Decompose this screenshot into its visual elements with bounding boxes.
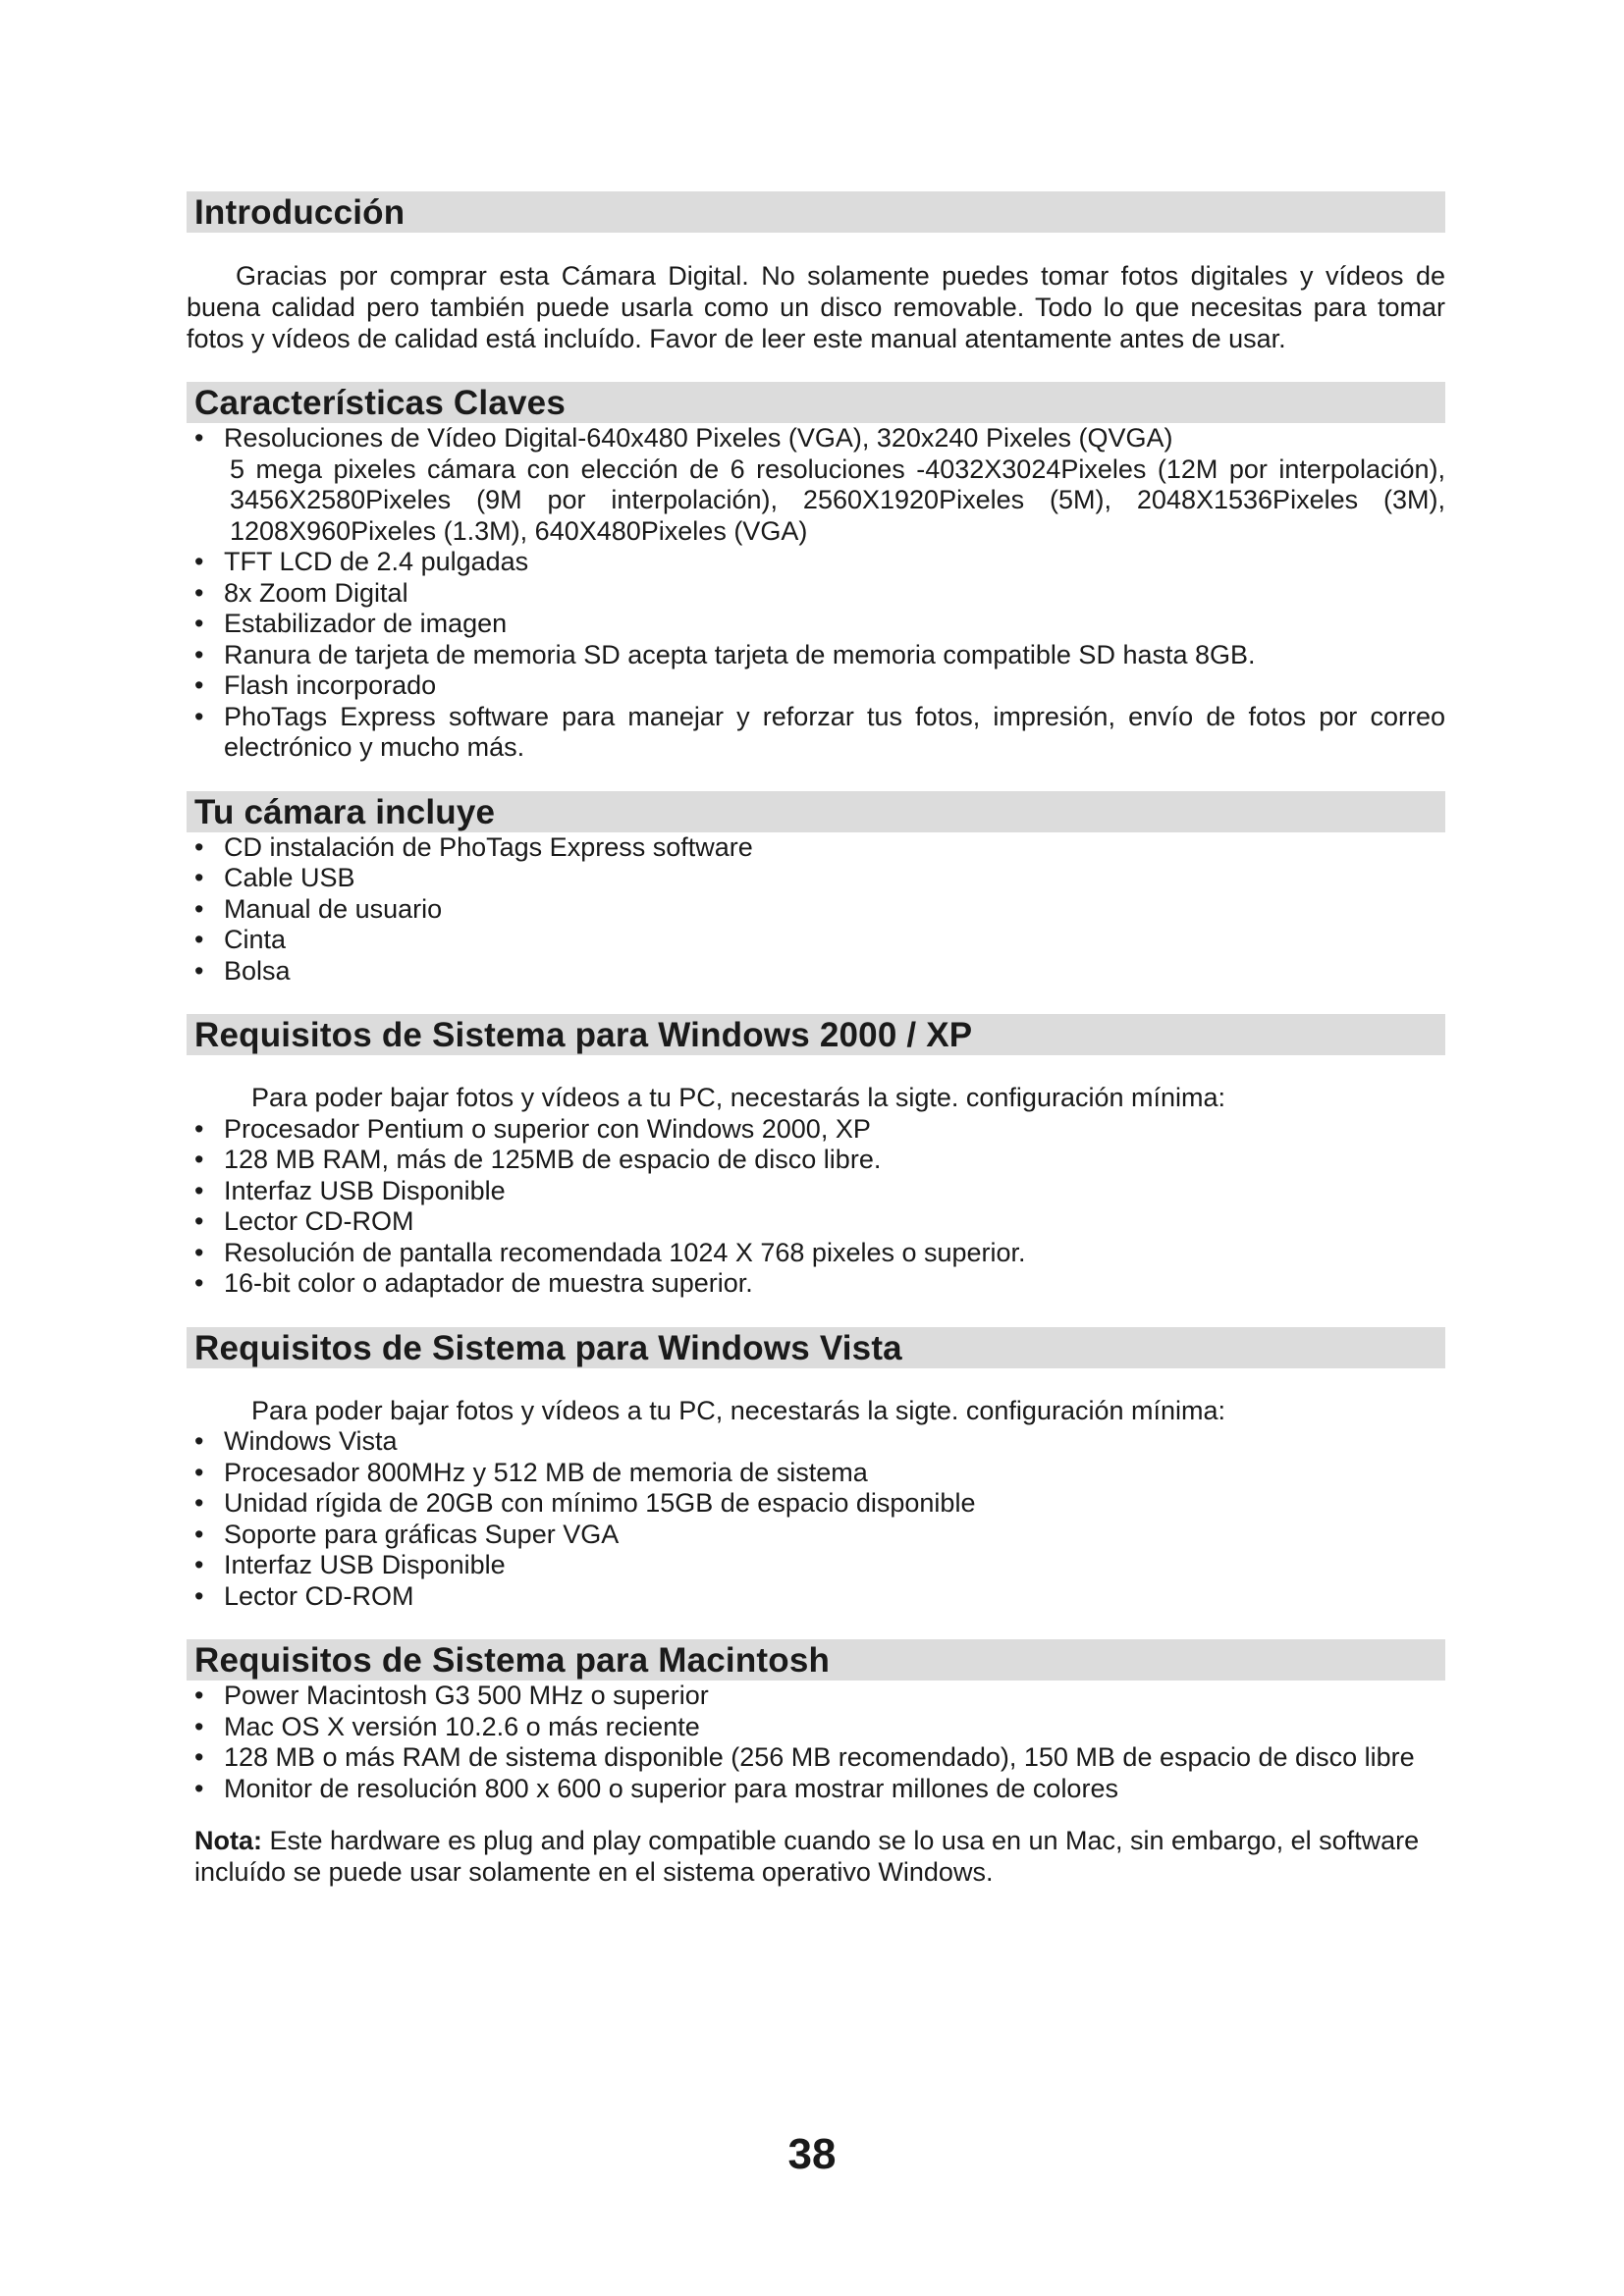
list-item: • TFT LCD de 2.4 pulgadas <box>187 547 1445 578</box>
list-item: • PhoTags Express software para manejar y reforzar tus fotos, impresión, envío de fotos por correo electrónico y mucho más. <box>187 702 1445 764</box>
list-item-text: Resoluciones de Vídeo Digital-640x480 Pixeles (VGA), 320x240 Pixeles (QVGA) <box>224 423 1173 453</box>
note-text: Este hardware es plug and play compatible cuando se lo usa en un Mac, sin embargo, el software incluído se puede usar solamente en el sistema operativo Windows. <box>194 1826 1420 1887</box>
list-item: • Bolsa <box>187 956 1445 988</box>
list-item: • Flash incorporado <box>187 670 1445 702</box>
list-item: • Ranura de tarjeta de memoria SD acepta tarjeta de memoria compatible SD hasta 8GB. <box>187 640 1445 671</box>
mac-list <box>187 1681 1445 1804</box>
list-item: • Resolución de pantalla recomendada 1024 X 768 pixeles o superior. <box>187 1238 1445 1269</box>
resolutions-detail: 5 mega pixeles cámara con elección de 6 resoluciones -4032X3024Pixeles (12M por interpolación), 3456X2580Pixeles (9M por interpolación), 2560X1920Pixeles (5M), 2048X1536Pixeles (3M), 1208X960Pixeles (1.3M), 640X480Pixeles (VGA) <box>230 454 1445 546</box>
list-item <box>187 423 1445 454</box>
features-list <box>187 423 1445 454</box>
list-item: • Interfaz USB Disponible <box>187 1176 1445 1207</box>
features-list-continued <box>187 547 1445 764</box>
vista-list <box>187 1426 1445 1612</box>
section-heading: Características Claves <box>187 382 1445 423</box>
list-item: • 128 MB o más RAM de sistema disponible (256 MB recomendado), 150 MB de espacio de disco libre <box>187 1742 1445 1774</box>
list-item: • Windows Vista <box>187 1426 1445 1458</box>
note-label: Nota: <box>194 1826 262 1855</box>
section-heading: Requisitos de Sistema para Windows Vista <box>187 1327 1445 1368</box>
requirements-lead: Para poder bajar fotos y vídeos a tu PC, necestarás la sigte. configuración mínima: <box>251 1395 1226 1425</box>
list-item: • Estabilizador de imagen <box>187 609 1445 640</box>
list-item: • 8x Zoom Digital <box>187 578 1445 610</box>
section-macintosh <box>187 1639 1445 1888</box>
list-item: • Manual de usuario <box>187 894 1445 926</box>
list-item: • Procesador 800MHz y 512 MB de memoria de sistema <box>187 1458 1445 1489</box>
list-item: • Monitor de resolución 800 x 600 o superior para mostrar millones de colores <box>187 1774 1445 1805</box>
section-heading: Tu cámara incluye <box>187 791 1445 832</box>
list-item: • CD instalación de PhoTags Express software <box>187 832 1445 864</box>
list-item: • Unidad rígida de 20GB con mínimo 15GB de espacio disponible <box>187 1488 1445 1520</box>
section-heading: Requisitos de Sistema para Windows 2000 / XP <box>187 1014 1445 1055</box>
section-heading: Introducción <box>187 191 1445 233</box>
list-item: • Procesador Pentium o superior con Windows 2000, XP <box>187 1114 1445 1146</box>
note-paragraph <box>187 1826 1445 1888</box>
section-windows-vista <box>187 1327 1445 1613</box>
list-item: • Soporte para gráficas Super VGA <box>187 1520 1445 1551</box>
section-heading: Requisitos de Sistema para Macintosh <box>187 1639 1445 1681</box>
list-item: • Lector CD-ROM <box>187 1206 1445 1238</box>
list-item: • Cable USB <box>187 863 1445 894</box>
includes-list <box>187 832 1445 988</box>
list-item: • 16-bit color o adaptador de muestra superior. <box>187 1268 1445 1300</box>
list-item: • Interfaz USB Disponible <box>187 1550 1445 1581</box>
section-introduccion <box>187 191 1445 354</box>
section-caracteristicas <box>187 382 1445 764</box>
list-item: • Power Macintosh G3 500 MHz o superior <box>187 1681 1445 1712</box>
page-number: 38 <box>787 2130 837 2178</box>
requirements-lead: Para poder bajar fotos y vídeos a tu PC, necestarás la sigte. configuración mínima: <box>251 1083 1226 1112</box>
section-windows-2000 <box>187 1014 1445 1300</box>
section-incluye <box>187 791 1445 988</box>
list-item: • Cinta <box>187 925 1445 956</box>
manual-page <box>187 191 1445 1915</box>
list-item: • Lector CD-ROM <box>187 1581 1445 1613</box>
list-item: • Mac OS X versión 10.2.6 o más reciente <box>187 1712 1445 1743</box>
win2000-list <box>187 1114 1445 1300</box>
list-item: • 128 MB RAM, más de 125MB de espacio de disco libre. <box>187 1145 1445 1176</box>
intro-paragraph: Gracias por comprar esta Cámara Digital. No solamente puedes tomar fotos digitales y vídeos de buena calidad pero también puede usarla como un disco removable. Todo lo que necesitas para tomar fotos y vídeos de calidad está incluído. Favor de leer este manual atentamente antes de usar. <box>187 261 1445 353</box>
